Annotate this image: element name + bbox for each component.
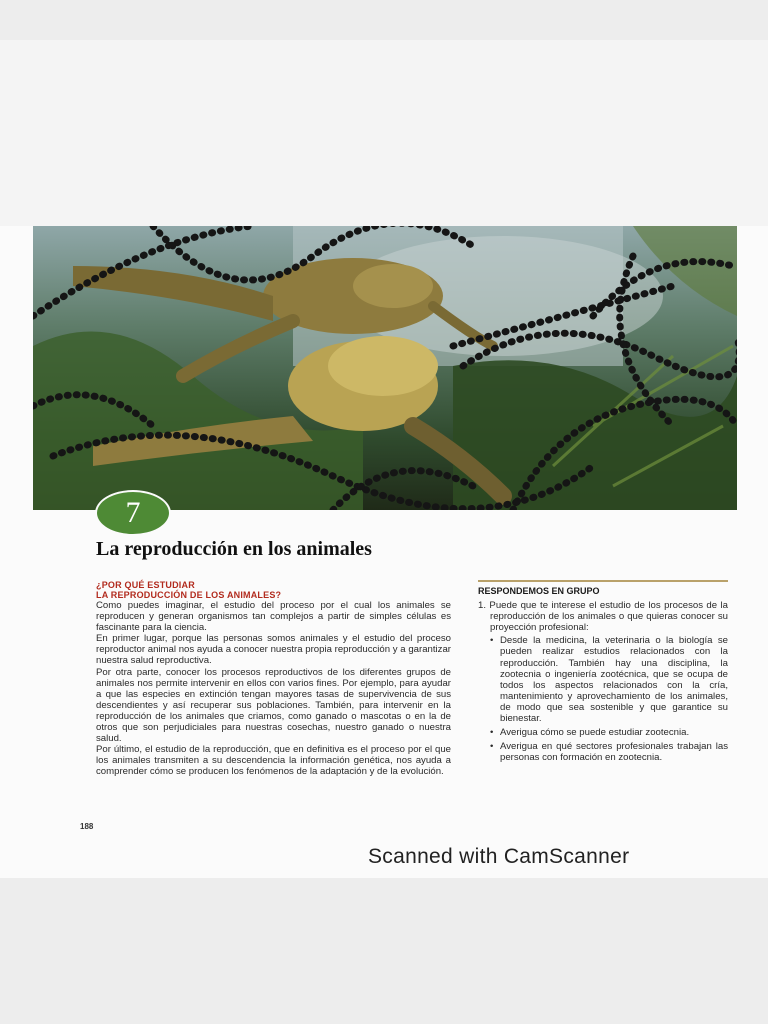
intro-paragraph: Por otra parte, conocer los procesos reproductivos de los diferentes grupos de animales nos permite intervenir en ellos con varios fines. Por ejemplo, para ayudar a que las especies en extinción tengan mayores tasas de supervivencia de sus descendientes y así recuperar sus poblaciones. También, para intervenir en la reproducción de los animales que criamos, como ganado o mascotas o en la de otros que son perjudiciales para nuestras cosechas, nuestro ganado o nuestra salud. (96, 666, 451, 745)
activity-bullet: • Desde la medicina, la veterinaria o la biología se pueden realizar estudios relacionados con la reproducción. También hay una disciplina, la zootecnia o ingeniería zootécnica, que se ocupa de todos los aspectos relacionados con la cría, mantenimiento y aprovechamiento de los animales, de modo que sea sostenible y que garantice su bienestar. (490, 635, 728, 724)
intro-paragraph: En primer lugar, porque las personas somos animales y el estudio del proceso reproductor animal nos ayuda a conocer nuestra propia reproducción y a garantizar nuestra salud reproductiva. (96, 633, 451, 667)
scan-bottom-margin (0, 878, 768, 1024)
activity-question: 1. Puede que te interese el estudio de los procesos de la reproducción de los animales o que quieras conocer su proyección profesional: (478, 600, 728, 634)
intro-paragraph: Por último, el estudio de la reproducción, que en definitiva es el proceso por el que los animales transmiten a su descendencia la información genética, nos ayuda a comprender cómo se producen los fenómenos de la adaptación y de la evolución. (96, 744, 451, 778)
scanner-watermark: Scanned with CamScanner (368, 845, 630, 868)
section-rule (478, 580, 728, 582)
toad-egg-strings-illustration (33, 226, 737, 510)
activity-bullet: • Averigua en qué sectores profesionales trabajan las personas con formación en zootecnia. (490, 741, 728, 763)
intro-heading-line2: LA REPRODUCCIÓN DE LOS ANIMALES? (96, 590, 282, 600)
activity-bullet-list (490, 635, 728, 763)
page-number: 188 (80, 822, 94, 831)
group-activity-heading: RESPONDEMOS EN GRUPO (478, 586, 600, 596)
chapter-title: La reproducción en los animales (96, 538, 372, 560)
intro-section (96, 580, 451, 778)
activity-bullet: • Averigua cómo se puede estudiar zootecnia. (490, 727, 728, 738)
group-activity-box (478, 580, 728, 766)
chapter-photo (33, 226, 737, 510)
scan-top-margin (0, 40, 768, 228)
chapter-number-badge: 7 (95, 490, 171, 536)
book-page (0, 226, 768, 878)
intro-heading-line1: ¿POR QUÉ ESTUDIAR (96, 580, 195, 590)
intro-paragraph: Como puedes imaginar, el estudio del proceso por el cual los animales se reproducen y generan organismos tan complejos a partir de simples células es fascinante para la ciencia. (96, 600, 451, 634)
